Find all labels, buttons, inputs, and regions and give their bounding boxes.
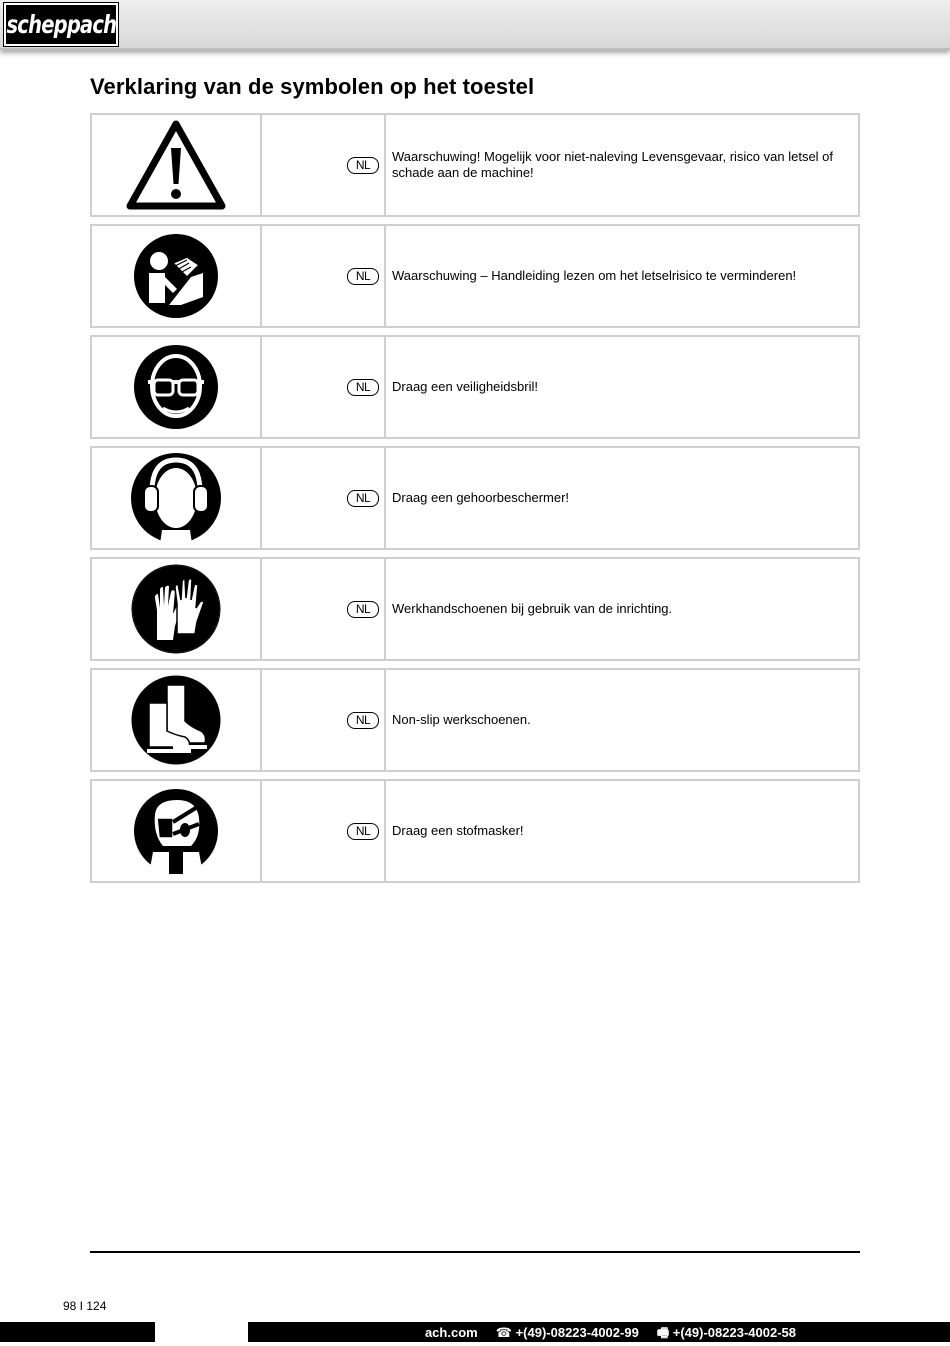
description-cell [392,448,847,548]
language-badge: NL [347,379,379,396]
page-title: Verklaring van de symbolen op het toestel [90,74,535,99]
header-bar [0,0,950,50]
dust-mask-icon [133,788,219,874]
symbol-row [90,224,860,328]
icon-cell [92,226,262,326]
phone-number: ☎ +(49)-08223-4002-99 [495,1325,639,1340]
description-text: Draag een stofmasker! [392,823,524,838]
safety-boots-icon [131,675,221,765]
symbol-row [90,557,860,661]
symbol-row [90,113,860,217]
description-text: Waarschuwing – Handleiding lezen om het letselrisico te verminderen! [392,268,797,283]
footer-white-block [155,1322,248,1345]
lang-cell [262,226,386,326]
language-badge: NL [347,490,379,507]
icon-cell [92,781,262,881]
description-text: Non-slip werkschoenen. [392,712,531,727]
symbol-row [90,446,860,550]
lang-cell [262,115,386,215]
page-number: 98 I 124 [63,1299,107,1313]
description-cell [392,781,847,881]
symbol-row [90,668,860,772]
description-text: Draag een gehoorbeschermer! [392,490,570,505]
description-cell [392,115,847,215]
description-text: Draag een veiligheidsbril! [392,379,538,394]
read-manual-icon [133,233,219,319]
description-cell [392,670,847,770]
lang-cell [262,670,386,770]
footer-bar [0,1322,950,1342]
website-link[interactable]: ach.com [424,1325,478,1340]
logo-text: scheppach [6,10,116,39]
language-badge: NL [347,712,379,729]
scheppach-logo [4,3,118,46]
language-badge: NL [347,601,379,618]
ear-protection-icon [130,452,222,544]
footer-divider [90,1251,860,1253]
description-text: Werkhandschoenen bij gebruik van de inrichting. [392,601,673,616]
lang-cell [262,559,386,659]
description-cell [392,559,847,659]
footer-contact [425,1324,796,1346]
symbol-row [90,335,860,439]
icon-cell [92,559,262,659]
lang-cell [262,337,386,437]
lang-cell [262,448,386,548]
language-badge: NL [347,823,379,840]
description-cell [392,337,847,437]
symbol-row [90,779,860,883]
work-gloves-icon [131,564,221,654]
icon-cell [92,670,262,770]
icon-cell [92,448,262,548]
language-badge: NL [347,157,379,174]
fax-number: 🖷 +(49)-08223-4002-58 [656,1325,796,1340]
warning-triangle-icon [124,118,228,212]
lang-cell [262,781,386,881]
symbol-table [90,113,860,890]
icon-cell [92,337,262,437]
description-cell [392,226,847,326]
description-text: Waarschuwing! Mogelijk voor niet-naleving Levensgevaar, risico van letsel of schade aan de machine! [392,149,834,180]
safety-goggles-icon [133,344,219,430]
icon-cell [92,115,262,215]
language-badge: NL [347,268,379,285]
